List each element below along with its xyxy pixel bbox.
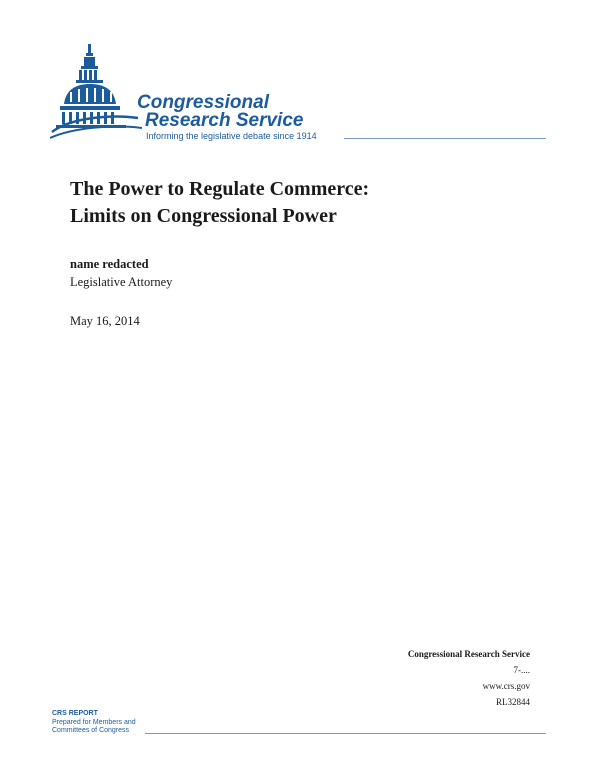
capitol-dome-logo-icon <box>50 44 142 140</box>
crs-report-line1: Prepared for Members and <box>52 718 136 726</box>
brand-tagline: Informing the legislative debate since 1914 <box>146 131 317 141</box>
report-title-line1: The Power to Regulate Commerce: <box>70 178 370 200</box>
author-name: name redacted <box>70 257 149 271</box>
report-title <box>70 176 369 230</box>
brand-name-line1: Congressional <box>137 92 269 113</box>
report-number: RL32844 <box>495 697 530 707</box>
contact-phone: 7-.... <box>513 665 530 675</box>
footer-divider <box>145 733 546 734</box>
report-title-line2: Limits on Congressional Power <box>70 205 337 227</box>
header-divider <box>344 138 546 139</box>
crs-report-label <box>52 710 136 736</box>
contact-organization: Congressional Research Service <box>407 649 530 659</box>
brand-name-line2: Research Service <box>145 110 304 131</box>
contact-block <box>408 646 530 710</box>
author-role: Legislative Attorney <box>70 275 173 289</box>
contact-website: www.crs.gov <box>482 681 530 691</box>
report-date: May 16, 2014 <box>70 314 140 328</box>
crs-report-line2: Committees of Congress <box>52 727 130 734</box>
crs-report-heading: CRS REPORT <box>52 710 98 717</box>
